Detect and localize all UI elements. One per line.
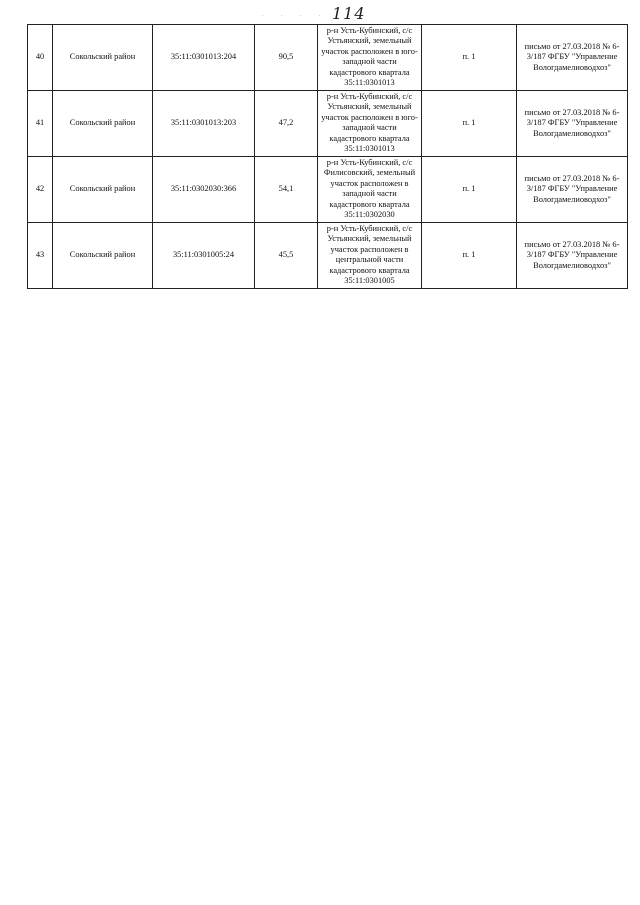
clause-cell: п. 1: [422, 91, 517, 157]
cadastral-number-cell: 35:11:0302030:366: [153, 157, 255, 223]
table-row: [28, 157, 628, 223]
basis-cell: письмо от 27.03.2018 № 6-3/187 ФГБУ "Управление Вологдамелиоводхоз": [517, 157, 628, 223]
clause-cell: п. 1: [422, 25, 517, 91]
location-cell: [318, 91, 422, 157]
district-cell: Сокольский район: [53, 157, 153, 223]
table-row: [28, 25, 628, 91]
row-number: 42: [28, 157, 53, 223]
location-cell: [318, 157, 422, 223]
scan-noise: . . . .: [262, 12, 329, 18]
district-cell: Сокольский район: [53, 91, 153, 157]
cadastral-number-cell: 35:11:0301013:204: [153, 25, 255, 91]
clause-cell: п. 1: [422, 223, 517, 289]
district-cell: Сокольский район: [53, 25, 153, 91]
location-text: р-н Усть-Кубинский, с/с Филисовский, земельный участок расположен в западной части кадастрового квартала 35:11:0302030: [323, 157, 416, 219]
table-row: [28, 223, 628, 289]
area-cell: 54,1: [255, 157, 318, 223]
location-text: р-н Усть-Кубинский, с/с Устьянский, земельный участок расположен в центральной части кадастрового квартала 35:11:0301005: [326, 223, 413, 285]
area-cell: 45,5: [255, 223, 318, 289]
basis-cell: письмо от 27.03.2018 № 6-3/187 ФГБУ "Управление Вологдамелиоводхоз": [517, 91, 628, 157]
clause-cell: п. 1: [422, 157, 517, 223]
row-number: 40: [28, 25, 53, 91]
page-number: 114: [332, 4, 366, 23]
table-row: [28, 91, 628, 157]
land-plot-table: [27, 24, 628, 289]
cadastral-number-cell: 35:11:0301005:24: [153, 223, 255, 289]
basis-cell: письмо от 27.03.2018 № 6-3/187 ФГБУ "Управление Вологдамелиоводхоз": [517, 25, 628, 91]
cadastral-number-cell: 35:11:0301013:203: [153, 91, 255, 157]
location-text: р-н Усть-Кубинский, с/с Устьянский, земельный участок расположен в юго-западной части кадастрового квартала 35:11:0301013: [321, 25, 418, 87]
district-cell: Сокольский район: [53, 223, 153, 289]
location-cell: [318, 25, 422, 91]
area-cell: 47,2: [255, 91, 318, 157]
basis-cell: письмо от 27.03.2018 № 6-3/187 ФГБУ "Управление Вологдамелиоводхоз": [517, 223, 628, 289]
row-number: 41: [28, 91, 53, 157]
location-cell: [318, 223, 422, 289]
row-number: 43: [28, 223, 53, 289]
location-text: р-н Усть-Кубинский, с/с Устьянский, земельный участок расположен в юго-западной части кадастрового квартала 35:11:0301013: [321, 91, 418, 153]
area-cell: 90,5: [255, 25, 318, 91]
